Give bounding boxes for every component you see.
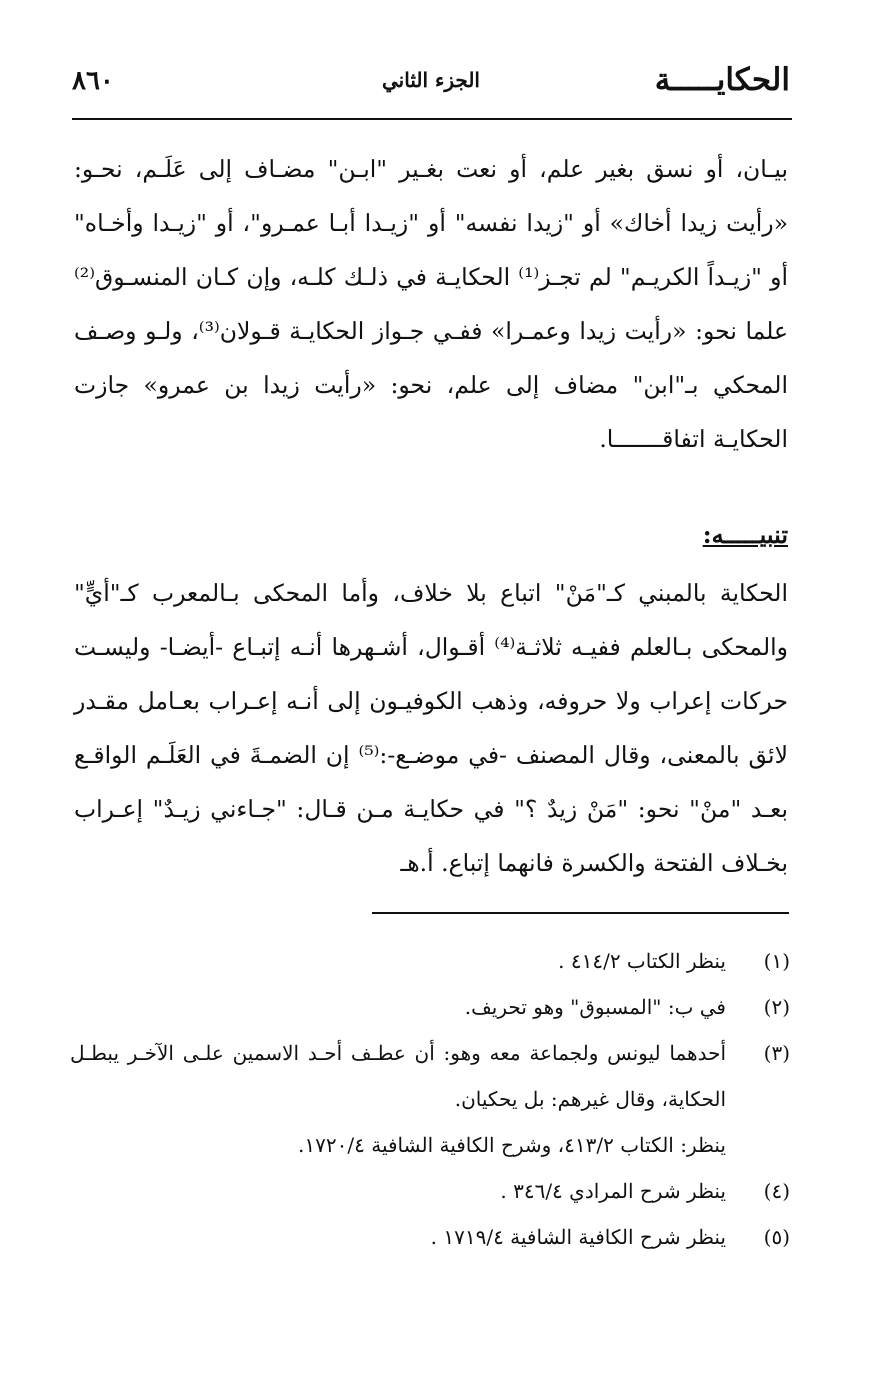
footnote-line: ينظر شرح المرادي ٣٤٦/٤ . xyxy=(500,1179,726,1203)
note-heading: تنبيـــــه: xyxy=(702,520,788,549)
footnote-text xyxy=(70,938,726,984)
footnote-text xyxy=(70,1168,726,1214)
footnote-line: ينظر: الكتاب ٤١٣/٢، وشرح الكافية الشافية ١٧٢٠/٤. xyxy=(298,1133,726,1157)
running-title: الحكايـــــة xyxy=(654,62,790,98)
footnote xyxy=(70,1214,790,1260)
footnotes xyxy=(70,938,790,1260)
footnote-text xyxy=(70,984,726,1030)
footnote-line: ينظر شرح الكافية الشافية ١٧١٩/٤ . xyxy=(430,1225,726,1249)
body-paragraph-2: الحكاية بالمبني كـ"مَنْ" اتباع بلا خلاف، وأما المحكى بـالمعرب كـ"أيٍّ" والمحكى بـالعلم ففيـه ثلاثـة⁽⁴⁾ أقـوال، أشـهرها أنـه إتبـاع -أيضـا- وليسـت حركات إعراب ولا حروفه، وذهب الكوفيـون إلى أنـه إعـراب بعـامل مقـدر لائق بالمعنى، وقال المصنف -في موضـع-:⁽⁵⁾ إن الضمـةَ في العَلَـم الواقـع بعـد "منْ" نحو: "مَنْ زيدٌ ؟" في حكايـة مـن قـال: "جـاءني زيـدٌ" إعـراب بخـلاف الفتحة والكسرة فانهما إتباع. أ.هـ xyxy=(74,579,789,877)
footnote xyxy=(70,1030,790,1168)
footnote-text xyxy=(70,1030,726,1168)
footnote xyxy=(70,938,790,984)
footnote-text xyxy=(70,1214,726,1260)
page-number: ٨٦٠ xyxy=(72,66,114,96)
volume-label: الجزء الثاني xyxy=(382,68,480,92)
footnote-line: في ب: "المسبوق" وهو تحريف. xyxy=(464,995,726,1019)
footnote-number: (٣) xyxy=(763,1041,790,1065)
footnote xyxy=(70,1168,790,1214)
footnote-divider xyxy=(372,912,789,914)
footnote-line: أحدهما ليونس ولجماعة معه وهو: أن عطـف أحـد الاسمين علـى الآخـر يبطـل الحكاية، وقال غيرهم: بل يحكيان. xyxy=(70,1041,726,1111)
body-paragraph-1: بيـان، أو نسق بغير علم، أو نعت بغـير "ابـن" مضـاف إلى عَلَـم، نحـو: «رأيت زيدا أخاك» أو "زيدا نفسه" أو "زيـدا أبـا عمـرو"، أو "زيـدا وأخـاه" أو "زيـداً الكريـم" لم تجـز⁽¹⁾ الحكايـة في ذلـك كلـه، وإن كـان المنسـوق⁽²⁾ علما نحو: «رأيت زيدا وعمـرا» ففـي جـواز الحكايـة قـولان⁽³⁾، ولـو وصـف المحكي بـ"ابن" مضاف إلى علم، نحو: «رأيت زيدا بن عمرو» جازت الحكايـة اتفاقـــــــا. xyxy=(74,155,788,453)
footnote-number: (١) xyxy=(763,949,790,973)
footnote-number: (٤) xyxy=(763,1179,790,1203)
footnote-number: (٢) xyxy=(763,995,790,1019)
page-header xyxy=(72,62,790,106)
footnote xyxy=(70,984,790,1030)
footnote-number: (٥) xyxy=(763,1225,790,1249)
header-divider xyxy=(72,118,792,120)
footnote-line: ينظر الكتاب ٤١٤/٢ . xyxy=(558,949,726,973)
